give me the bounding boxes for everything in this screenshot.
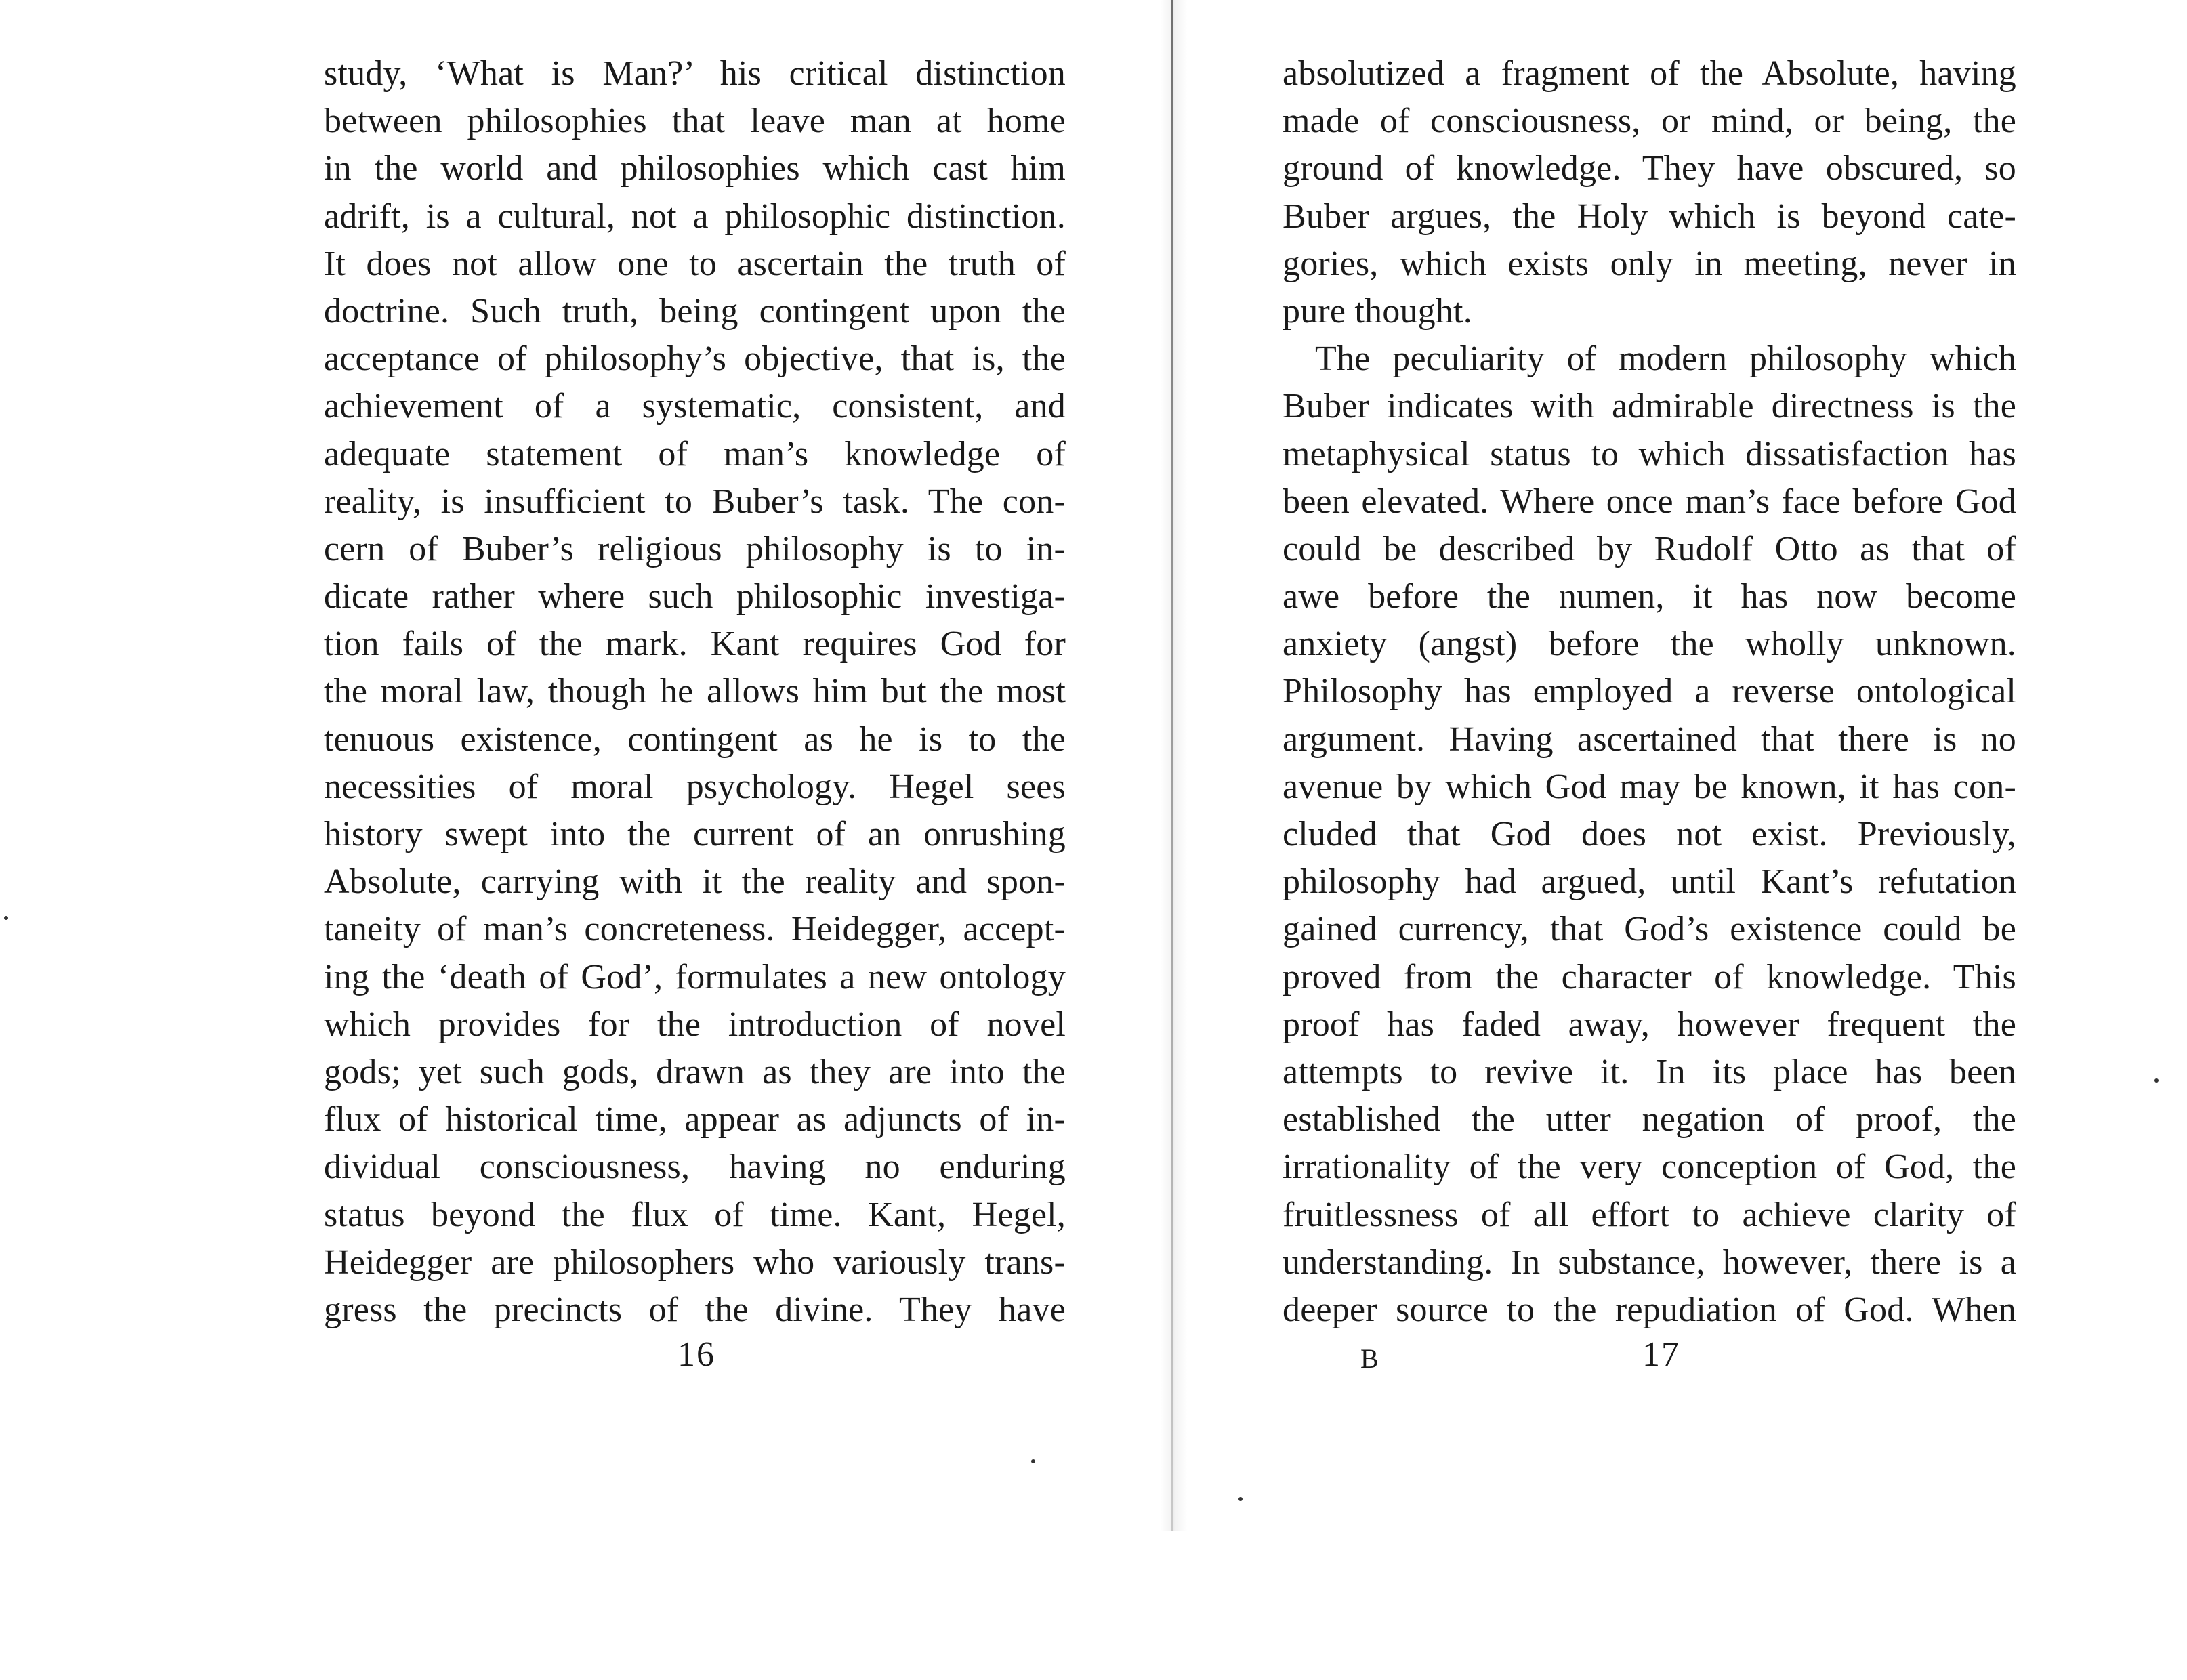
text-line: irrationality of the very conception of God, the [1283, 1148, 2016, 1187]
text-line: avenue by which God may be known, it has con- [1283, 767, 2016, 806]
text-line: cern of Buber’s religious philosophy is to in- [324, 529, 1066, 568]
text-line: made of consciousness, or mind, or being, the [1283, 102, 2016, 141]
text-line: dicate rather where such philosophic investiga- [324, 577, 1066, 616]
text-line: metaphysical status to which dissatisfaction has [1283, 434, 2016, 474]
text-line: necessities of moral psychology. Hegel sees [324, 767, 1066, 806]
text-line: awe before the numen, it has now become [1283, 577, 2016, 616]
text-line: doctrine. Such truth, being contingent upon the [324, 291, 1066, 331]
text-line: ing the ‘death of God’, formulates a new ontology [324, 957, 1066, 996]
scan-speck [2154, 1078, 2159, 1083]
text-line: acceptance of philosophy’s objective, that is, the [324, 339, 1066, 379]
text-line: attempts to revive it. In its place has been [1283, 1052, 2016, 1091]
text-line: cluded that God does not exist. Previously, [1283, 815, 2016, 854]
text-line: It does not allow one to ascertain the truth of [324, 244, 1066, 283]
text-line: proof has faded away, however frequent the [1283, 1005, 2016, 1044]
text-line: gress the precincts of the divine. They have [324, 1290, 1066, 1329]
text-line: understanding. In substance, however, there is a [1283, 1242, 2016, 1282]
left-page-number: 16 [678, 1335, 715, 1374]
text-line: reality, is insufficient to Buber’s task. The con- [324, 482, 1066, 521]
text-line: Buber indicates with admirable directness is the [1283, 387, 2016, 426]
text-line: pure thought. [1283, 291, 1472, 331]
text-line: ground of knowledge. They have obscured, so [1283, 149, 2016, 188]
text-line: gories, which exists only in meeting, never in [1283, 244, 2016, 283]
text-line: Buber argues, the Holy which is beyond cate- [1283, 196, 2016, 236]
text-line: anxiety (angst) before the wholly unknown. [1283, 625, 2016, 664]
scan-speck [1238, 1497, 1243, 1501]
text-line: taneity of man’s concreteness. Heidegger, accept- [324, 910, 1066, 949]
text-line: the moral law, though he allows him but the most [324, 672, 1066, 711]
text-line: study, ‘What is Man?’ his critical distinction [324, 54, 1066, 93]
text-line: which provides for the introduction of novel [324, 1005, 1066, 1044]
signature-mark: B [1360, 1343, 1380, 1374]
text-line: flux of historical time, appear as adjuncts of in- [324, 1100, 1066, 1139]
right-page-number: 17 [1642, 1335, 1680, 1374]
text-line: between philosophies that leave man at home [324, 102, 1066, 141]
text-line: absolutized a fragment of the Absolute, having [1283, 54, 2016, 93]
text-line: gods; yet such gods, drawn as they are into the [324, 1052, 1066, 1091]
text-line: been elevated. Where once man’s face before God [1283, 482, 2016, 521]
text-line: philosophy had argued, until Kant’s refutation [1283, 862, 2016, 902]
text-line: fruitlessness of all effort to achieve clarity of [1283, 1195, 2016, 1234]
right-page [1171, 0, 2187, 1680]
text-line: tenuous existence, contingent as he is to the [324, 719, 1066, 759]
scan-speck [4, 916, 8, 920]
left-page-text [324, 50, 1066, 1334]
text-line: adrift, is a cultural, not a philosophic distinction. [324, 196, 1066, 236]
text-line: established the utter negation of proof, the [1283, 1100, 2016, 1139]
text-line: deeper source to the repudiation of God. When [1283, 1290, 2016, 1329]
text-line: proved from the character of knowledge. This [1283, 957, 2016, 996]
text-line: Absolute, carrying with it the reality and spon- [324, 862, 1066, 902]
text-line: adequate statement of man’s knowledge of [324, 434, 1066, 474]
text-line: achievement of a systematic, consistent, and [324, 387, 1066, 426]
text-line: in the world and philosophies which cast him [324, 149, 1066, 188]
right-page-text [1283, 50, 2016, 1334]
text-line: could be described by Rudolf Otto as that of [1283, 529, 2016, 568]
text-line: history swept into the current of an onrushing [324, 815, 1066, 854]
scan-speck [1031, 1459, 1035, 1463]
text-line: status beyond the flux of time. Kant, Hegel, [324, 1195, 1066, 1234]
text-line: gained currency, that God’s existence could be [1283, 910, 2016, 949]
text-line: argument. Having ascertained that there is no [1283, 719, 2016, 759]
text-line: The peculiarity of modern philosophy which [1315, 339, 2016, 379]
text-line: Heidegger are philosophers who variously trans- [324, 1242, 1066, 1282]
text-line: tion fails of the mark. Kant requires God for [324, 625, 1066, 664]
text-line: dividual consciousness, having no enduring [324, 1148, 1066, 1187]
text-line: Philosophy has employed a reverse ontological [1283, 672, 2016, 711]
